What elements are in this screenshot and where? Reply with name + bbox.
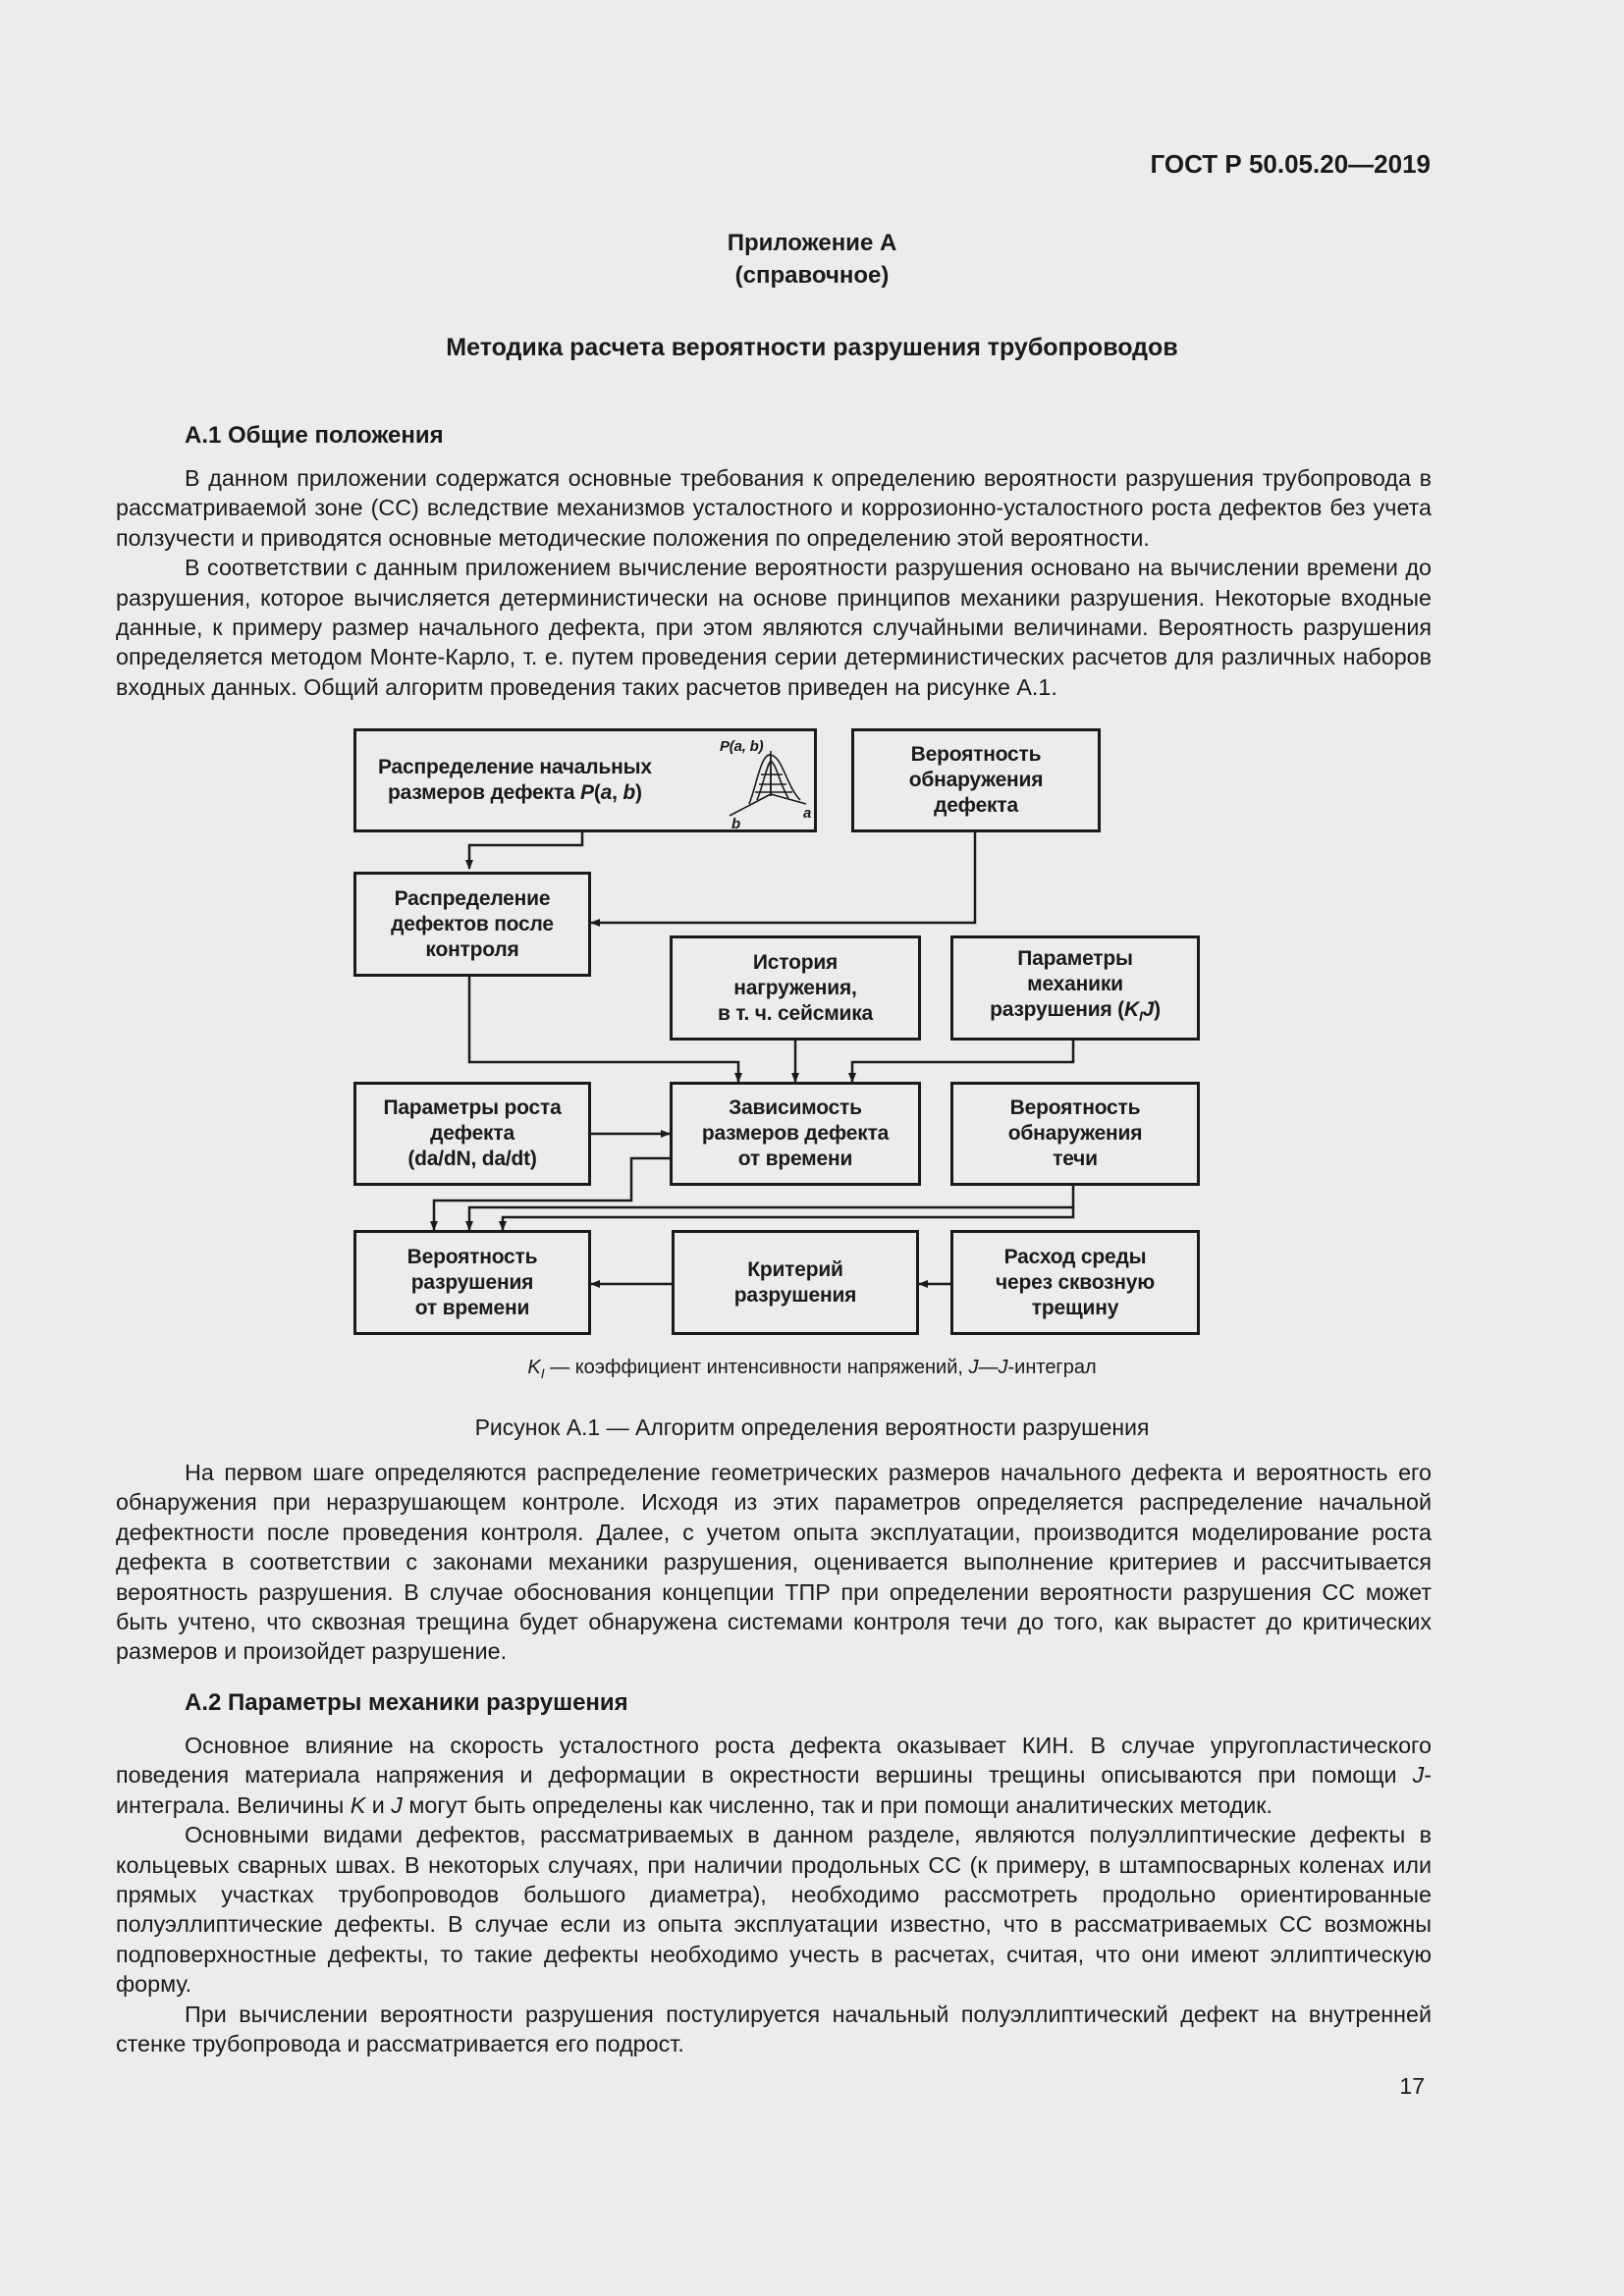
appendix-type: (справочное) <box>734 262 890 289</box>
box-line: дефектов после <box>391 912 554 935</box>
section-a2-heading: А.2 Параметры механики разрушения <box>185 1689 628 1716</box>
box-line: контроля <box>425 937 519 961</box>
document-code: ГОСТ Р 50.05.20—2019 <box>1150 149 1431 179</box>
inset-axis-a: a <box>803 805 812 822</box>
arrow-initial-to-after-control <box>469 832 582 869</box>
box-defect-detection-probability <box>851 728 1101 832</box>
box-line: Вероятность <box>406 1245 538 1268</box>
box-line: течи <box>1053 1148 1098 1170</box>
section-a1-text <box>116 463 1432 702</box>
box-line: История <box>752 950 839 974</box>
box-line: обнаружения <box>908 769 1044 791</box>
box-line: дефекта <box>934 794 1018 817</box>
paragraph: В данном приложении содержатся основные требования к определению вероятности разрушения трубопровода в рассматриваемой зоне (СС) вследствие механизмов усталостного и коррозионно-усталостного роста дефектов без учета ползучести и приводятся основные методические положения по определению этой вероятности. <box>116 465 1432 551</box>
section-a2-text <box>116 1731 1432 2058</box>
box-line: Распределение начальных <box>378 756 652 778</box>
paragraph: В соответствии с данным приложением вычисление вероятности разрушения основано на вычислении времени до разрушения, которое вычисляется детерминистически на основе принципов механики разрушения. Некоторые входные данные, к примеру размер начального дефекта, при этом являются случайными величинами. Вероятность разрушения определяется методом Монте-Карло, т. е. путем проведения серии детерминистических расчетов для различных наборов входных данных. Общий алгоритм проведения таких расчетов приведен на рисунке А.1. <box>116 555 1432 700</box>
box-line: трещину <box>1031 1296 1119 1319</box>
box-leak-detection-probability <box>950 1082 1200 1186</box>
box-line: обнаружения <box>1007 1122 1143 1145</box>
box-initial-defect-sizes <box>353 728 817 832</box>
box-line: Расход среды <box>1003 1245 1147 1268</box>
box-fracture-mechanics-params <box>950 935 1200 1041</box>
box-line: от времени <box>414 1296 530 1319</box>
appendix-label: Приложение А <box>727 230 897 256</box>
method-title: Методика расчета вероятности разрушения трубопроводов <box>446 334 1178 361</box>
box-line: Зависимость <box>729 1096 862 1119</box>
figure-legend: $K_I$ — коэффициент интенсивности напряжений, J—J-интеграл <box>527 1357 1097 1381</box>
box-defect-growth-params <box>353 1082 591 1186</box>
box-line: в т. ч. сейсмика <box>717 1001 874 1025</box>
box-line: (da/dN, da/dt) <box>407 1148 537 1170</box>
box-defects-after-control <box>353 872 591 977</box>
paragraph: На первом шаге определяются распределение геометрических размеров начального дефекта и вероятность его обнаружения при неразрушающем контроле. Исходя из этих параметров определяется распределение начальной дефектности после проведения контроля. Далее, с учетом опыта эксплуатации, производится моделирование роста дефекта в соответствии с законами механики разрушения, оценивается выполнение критериев и рассчитывается вероятность разрушения. В случае обоснования концепции ТПР при определении вероятности разрушения СС может быть учтено, что сквозная трещина будет обнаружена системами контроля течи до того, как вырастет до критических размеров и произойдет разрушение. <box>116 1460 1432 1665</box>
box-line: разрушения <box>410 1270 534 1294</box>
box-line: механики <box>1027 973 1123 996</box>
box-leak-flow-rate <box>950 1230 1200 1335</box>
arrow-detect-to-after-control <box>591 832 975 923</box>
box-line: Вероятность <box>1009 1096 1141 1119</box>
box-line: от времени <box>737 1148 853 1170</box>
section-a1-heading: А.1 Общие положения <box>185 422 444 449</box>
box-line: через сквозную <box>996 1270 1155 1294</box>
box-line-formula: разрушения $(K_IJ)$ <box>990 998 1161 1025</box>
box-defect-size-vs-time <box>670 1082 921 1186</box>
figure-caption: Рисунок А.1 — Алгоритм определения вероятности разрушения <box>474 1415 1150 1440</box>
distribution-inset-icon <box>710 735 818 829</box>
arrow-fracture-to-size-time <box>852 1041 1073 1082</box>
box-load-history <box>670 935 921 1041</box>
arrow-leak-detect-to-failure <box>469 1186 1073 1230</box>
page-number: 17 <box>1399 2073 1425 2099</box>
appendix-title <box>0 227 1624 292</box>
box-line: нагружения, <box>733 976 857 999</box>
box-line: размеров дефекта <box>701 1122 890 1145</box>
inset-label: P(a, b) <box>720 738 764 755</box>
box-line: Параметры роста <box>383 1096 562 1119</box>
inset-axis-b: b <box>731 816 740 829</box>
box-line: Критерий <box>747 1257 843 1281</box>
box-line: Распределение <box>394 886 551 910</box>
box-line: Параметры <box>1017 947 1133 971</box>
after-figure-text <box>116 1458 1432 1667</box>
box-failure-probability-vs-time <box>353 1230 591 1335</box>
box-line: дефекта <box>430 1122 514 1145</box>
box-line-formula: размеров дефекта P(a, b) <box>388 781 642 804</box>
paragraph: При вычислении вероятности разрушения постулируется начальный полуэллиптический дефект на внутренней стенке трубопровода и рассматривается его подрост. <box>116 2001 1432 2057</box>
paragraph: Основными видами дефектов, рассматриваемых в данном разделе, являются полуэллиптические дефекты в кольцевых сварных швах. В некоторых случаях, при наличии продольных СС (к примеру, в штампосварных коленах или прямых участках трубопроводов большого диаметра), необходимо рассмотреть продольно ориентированные полуэллиптические дефекты. В случае если из опыта эксплуатации известно, что в рассматриваемых СС возможны подповерхностные дефекты, то такие дефекты необходимо учесть в расчетах, считая, что они имеют эллиптическую форму. <box>116 1822 1432 1998</box>
box-failure-criterion <box>672 1230 919 1335</box>
box-line: разрушения <box>733 1283 857 1307</box>
paragraph: Основное влияние на скорость усталостного роста дефекта оказывает КИН. В случае упругопластического поведения материала напряжения и деформации в окрестности вершины трещины описываются при помощи J-интеграла. Величины K и J могут быть определены как численно, так и при помощи аналитических методик. <box>116 1733 1432 1818</box>
arrow-leak-flow-to-failure <box>503 1207 1073 1230</box>
box-line: Вероятность <box>910 743 1042 766</box>
